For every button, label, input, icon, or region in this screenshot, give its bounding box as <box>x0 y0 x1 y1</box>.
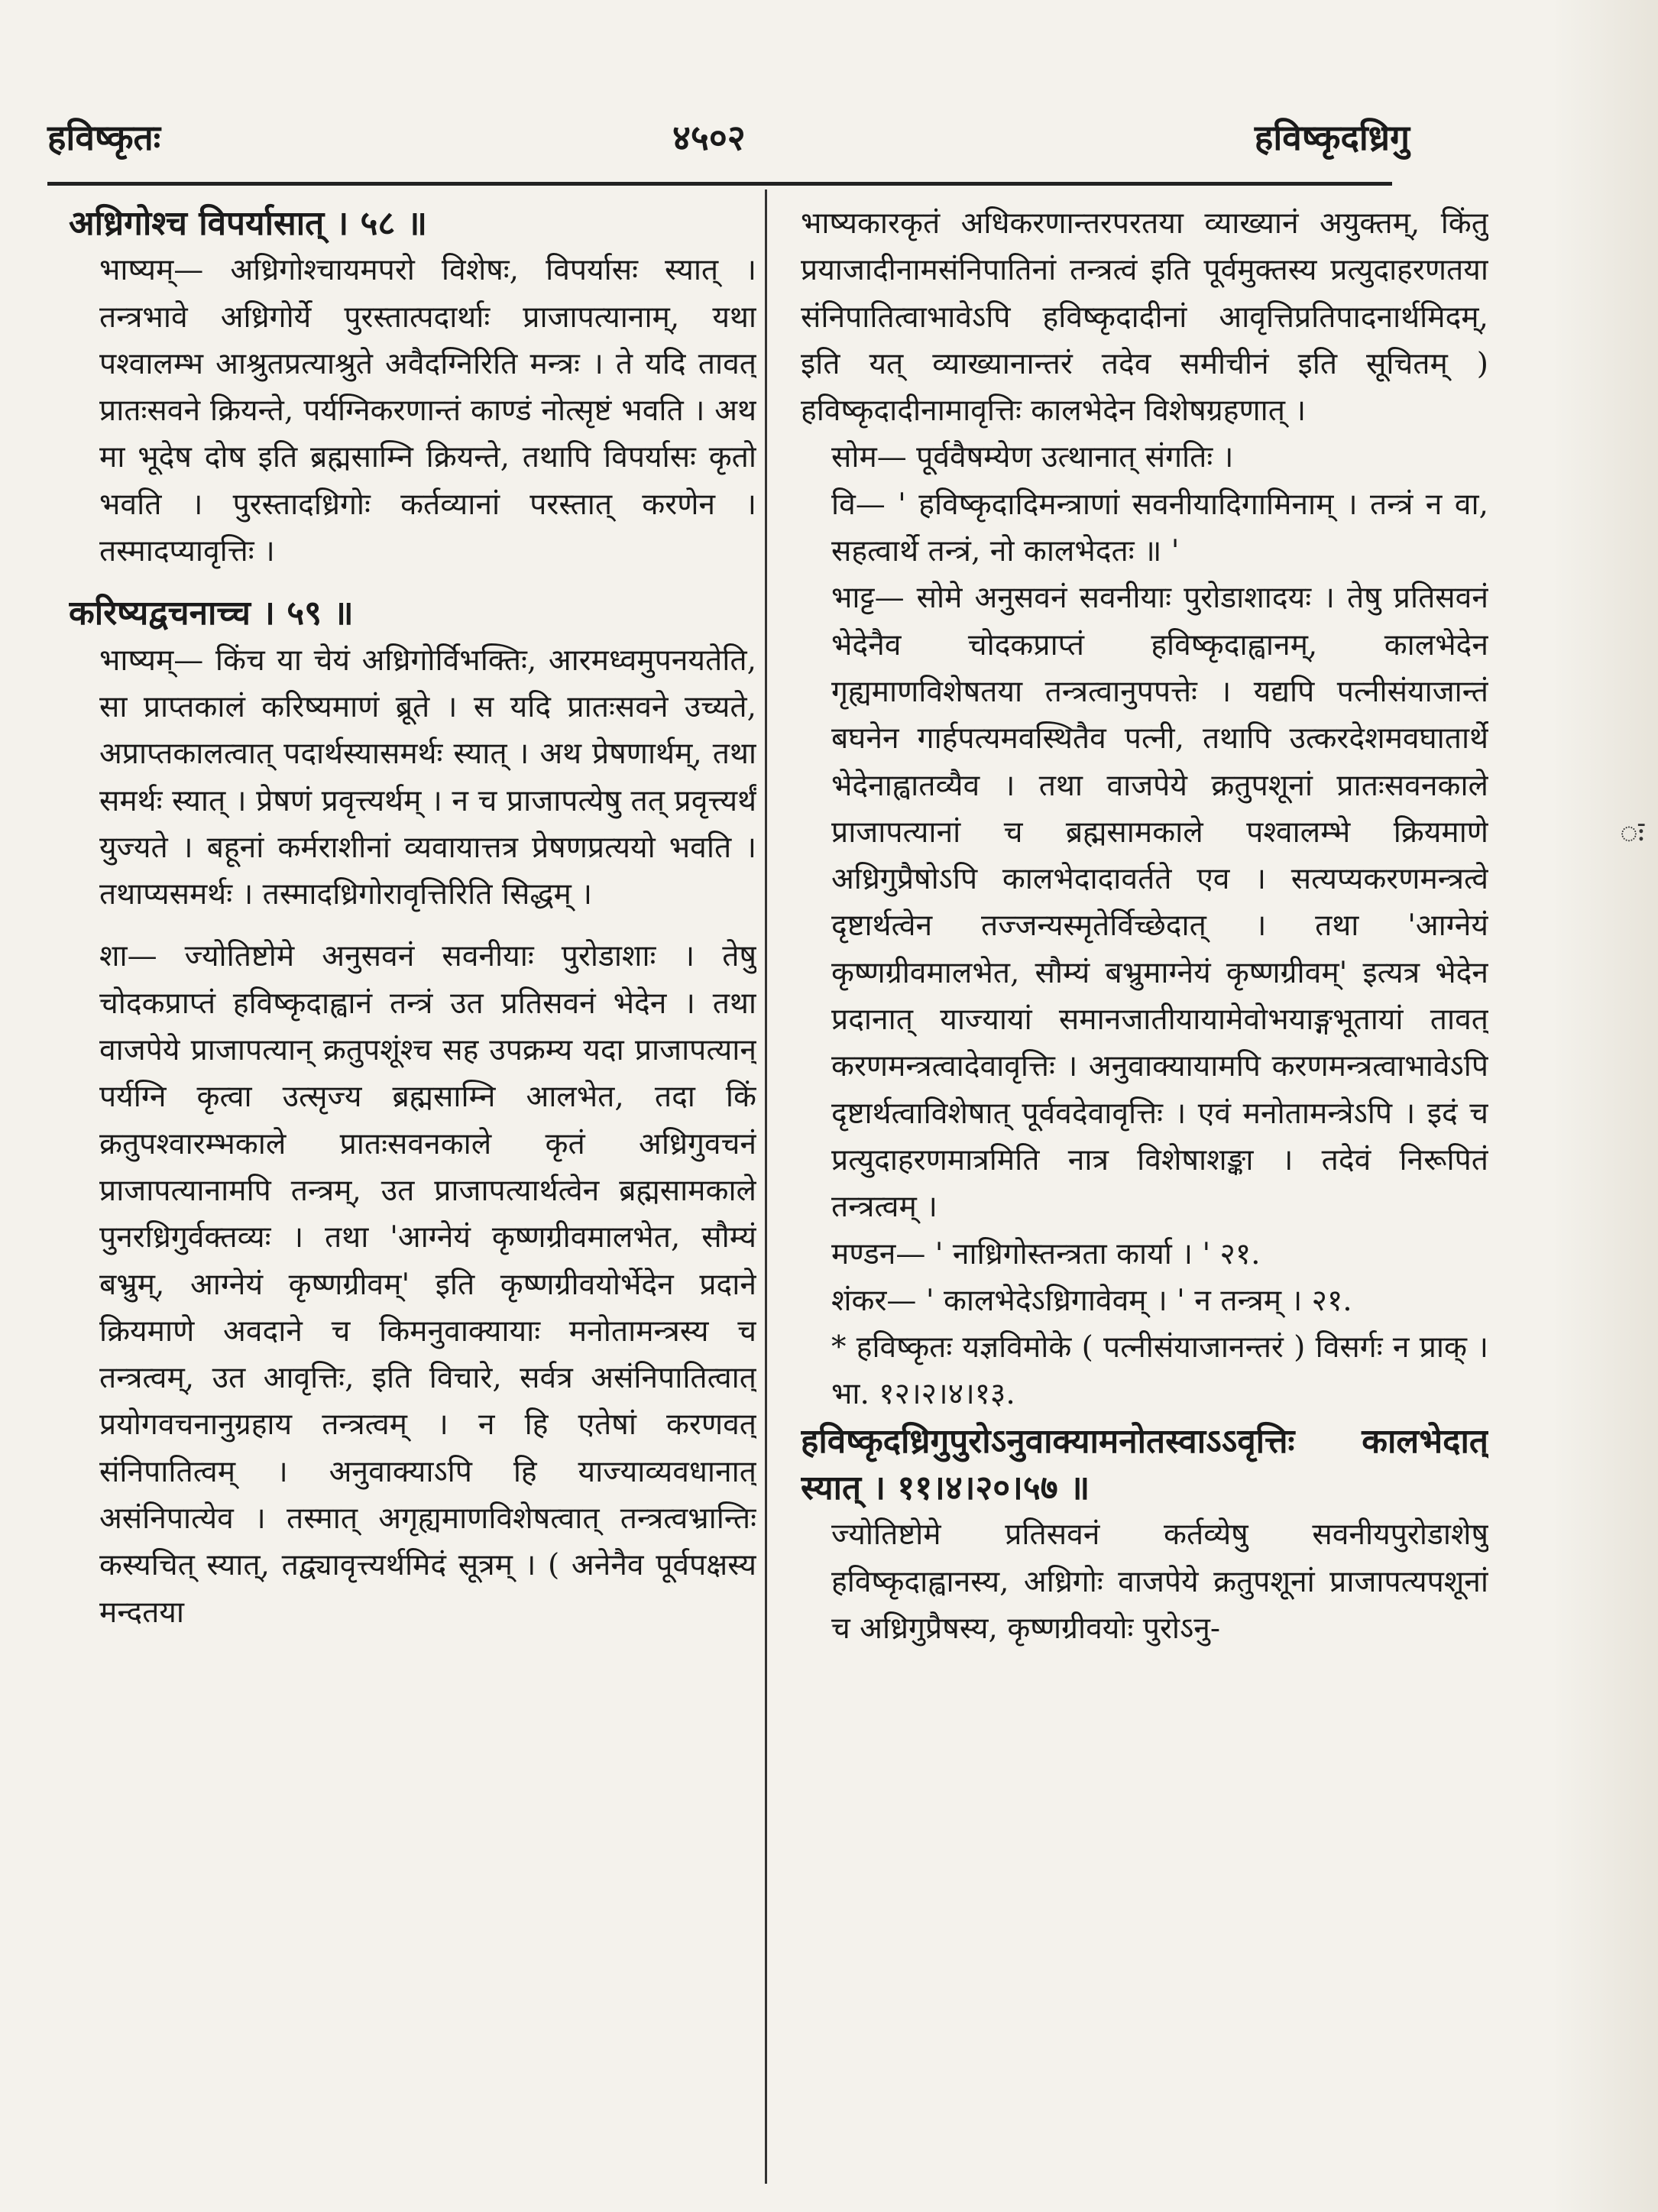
running-head-left: हविष्कृतः <box>47 117 161 158</box>
header-rule <box>47 182 1392 186</box>
entry-paragraph: ज्योतिष्टोमे प्रतिसवनं कर्तव्येषु सवनीयपुरोडाशेषु हविष्कृदाह्वानस्य, अध्रिगोः वाजपेये क्रतुपशूनां प्राजापत्यपशूनां च अध्रिगुप्रैषस्य, कृष्णग्रीवयोः पुरोऽनु- <box>831 1517 1488 1646</box>
entry-heading: हविष्कृदध्रिगुपुरोऽनुवाक्यामनोतस्वाऽऽवृत्तिः कालभेदात् स्यात् । ११।४।२०।५७ ॥ <box>801 1421 1488 1508</box>
bhashya-paragraph-58: भाष्यम्— अध्रिगोश्चायमपरो विशेषः, विपर्यासः स्यात् । तन्त्रभावे अध्रिगोर्ये पुरस्तात्पदार्थाः प्राजापत्यानाम्, यथा पश्वालम्भ आश्रुतप्रत्याश्रुते अवैदग्निरिति मन्त्रः । ते यदि तावत् प्रातःसवने क्रियन्ते, पर्यग्निकरणान्तं काण्डं नोत्सृष्टं भवति । अथ मा भूदेष दोष इति ब्रह्मसाम्नि क्रियन्ते, तथापि विपर्यासः कृतो भवति । पुरस्तादध्रिगोः कर्तव्यानां परस्तात् करणेन । तस्मादप्यावृत्तिः । <box>99 253 756 569</box>
vi-paragraph: वि— ' हविष्कृदादिमन्त्राणां सवनीयादिगामिनाम् । तन्त्रं न वा, सहत्वार्थे तन्त्रं, नो कालभेदतः ॥ ' <box>831 487 1488 569</box>
running-head-right: हविष्कृदध्रिगु <box>1254 117 1410 158</box>
soma-paragraph: सोम— पूर्ववैषम्येण उत्थानात् संगतिः । <box>831 440 1234 475</box>
bhatta-paragraph: भाट्ट— सोमे अनुसवनं सवनीयाः पुरोडाशादयः । तेषु प्रतिसवनं भेदेनैव चोदकप्राप्तं हविष्कृदाह्वानम्, कालभेदेन गृह्यमाणविशेषतया तन्त्रत्वानुपपत्तेः । यद्यपि पत्नीसंयाजान्तं बघनेन गार्हपत्यमवस्थितैव पत्नी, तथापि उत्करदेशमवघातार्थे भेदेनाह्वातव्यैव । तथा वाजपेये क्रतुपशूनां प्रातःसवनकाले प्राजापत्यानां च ब्रह्मसामकाले पश्वालम्भे क्रियमाणे अध्रिगुप्रैषोऽपि कालभेदादावर्तते एव । सत्यप्यकरणमन्त्रत्वे दृष्टार्थत्वेन तज्जन्यस्मृतेर्विच्छेदात् । तथा 'आग्नेयं कृष्णग्रीवमालभेत, सौम्यं बभ्रुमाग्नेयं कृष्णग्रीवम्' इत्यत्र भेदेन प्रदानात् याज्यायां समानजातीयायामेवोभयाङ्गभूतायां तावत् करणमन्त्रत्वादेवावृत्तिः । अनुवाक्यायामपि करणमन्त्रत्वाभावेऽपि दृष्टार्थत्वाविशेषात् पूर्ववदेवावृत्तिः । एवं मनोतामन्त्रेऽपि । इदं च प्रत्युदाहरणमात्रमिति नात्र विशेषाशङ्का । तदेवं निरूपितं तन्त्रत्वम् । <box>831 581 1488 1225</box>
right-column <box>801 200 1488 2187</box>
mandana-paragraph: मण्डन— ' नाध्रिगोस्तन्त्रता कार्या । ' २१. <box>831 1236 1261 1271</box>
page-number: ४५०२ <box>672 117 746 158</box>
sutra-heading-59: करिष्यद्वचनाच्च । ५९ ॥ <box>69 594 354 633</box>
column-divider <box>765 189 767 2184</box>
page-edge-shadow <box>1551 0 1658 2212</box>
shastradipika-paragraph: शा— ज्योतिष्टोमे अनुसवनं सवनीयाः पुरोडाशाः । तेषु चोदकप्राप्तं हविष्कृदाह्वानं तन्त्रं उत प्रतिसवनं भेदेन । तथा वाजपेये प्राजापत्यान् क्रतुपशूंश्च सह उपक्रम्य यदा प्राजापत्यान् पर्यग्नि कृत्वा उत्सृज्य ब्रह्मसाम्नि आलभेत, तदा किं क्रतुपश्वारम्भकाले प्रातःसवनकाले कृतं अध्रिगुवचनं प्राजापत्यानामपि तन्त्रम्, उत प्राजापत्यार्थत्वेन ब्रह्मसामकाले पुनरध्रिगुर्वक्तव्यः । तथा 'आग्नेयं कृष्णग्रीवमालभेत, सौम्यं बभ्रुम्, आग्नेयं कृष्णग्रीवम्' इति कृष्णग्रीवयोर्भेदेन प्रदाने क्रियमाणे अवदाने च किमनुवाक्यायाः मनोतामन्त्रस्य च तन्त्रत्वम्, उत आवृत्तिः, इति विचारे, सर्वत्र असंनिपातित्वात् प्रयोगवचनानुग्रहाय तन्त्रत्वम् । न हि एतेषां करणवत् संनिपातित्वम् । अनुवाक्याऽपि हि याज्याव्यवधानात् असंनिपात्येव । तस्मात् अगृह्यमाणविशेषत्वात् तन्त्रत्वभ्रान्तिः कस्यचित् स्यात्, तद्व्यावृत्त्यर्थमिदं सूत्रम् । ( अनेनैव पूर्वपक्षस्य मन्दतया <box>99 939 756 1630</box>
shankara-paragraph: शंकर— ' कालभेदेऽध्रिगावेवम् । ' न तन्त्रम् । २१. <box>831 1283 1352 1318</box>
note-paragraph: * हविष्कृतः यज्ञविमोके ( पत्नीसंयाजानन्तरं ) विसर्गः न प्राक् । भा. १२।२।४।१३. <box>831 1330 1488 1412</box>
continuation-paragraph: भाष्यकारकृतं अधिकरणान्तरपरतया व्याख्यानं अयुक्तम्, किंतु प्रयाजादीनामसंनिपातिनां तन्त्रत्वं इति पूर्वमुक्तस्य प्रत्युदाहरणतया संनिपातित्वाभावेऽपि हविष्कृदादीनां आवृत्तिप्रतिपादनार्थमिदम्, इति यत् व्याख्यानान्तरं तदेव समीचीनं इति सूचितम् ) हविष्कृदादीनामावृत्तिः कालभेदेन विशेषग्रहणात् । <box>801 206 1488 429</box>
left-column <box>69 200 756 2187</box>
bhashya-paragraph-59: भाष्यम्— किंच या चेयं अध्रिगोर्विभक्तिः, आरमध्वमुपनयतेति, सा प्राप्तकालं करिष्यमाणं ब्रूते । स यदि प्रातःसवने उच्यते, अप्राप्तकालत्वात् पदार्थस्यासमर्थः स्यात् । अथ प्रेषणार्थम्, तथा समर्थः स्यात् । प्रेषणं प्रवृत्त्यर्थम् । न च प्राजापत्येषु तत् प्रवृत्त्यर्थं युज्यते । बहूनां कर्मराशीनां व्यवायात्तत्र प्रेषणप्रत्ययो भवति । तथाप्यसमर्थः । तस्मादध्रिगोरावृत्तिरिति सिद्धम् । <box>99 643 756 912</box>
sutra-heading-58: अध्रिगोश्च विपर्यासात् । ५८ ॥ <box>69 204 427 243</box>
edge-mark: ः <box>1620 815 1644 850</box>
